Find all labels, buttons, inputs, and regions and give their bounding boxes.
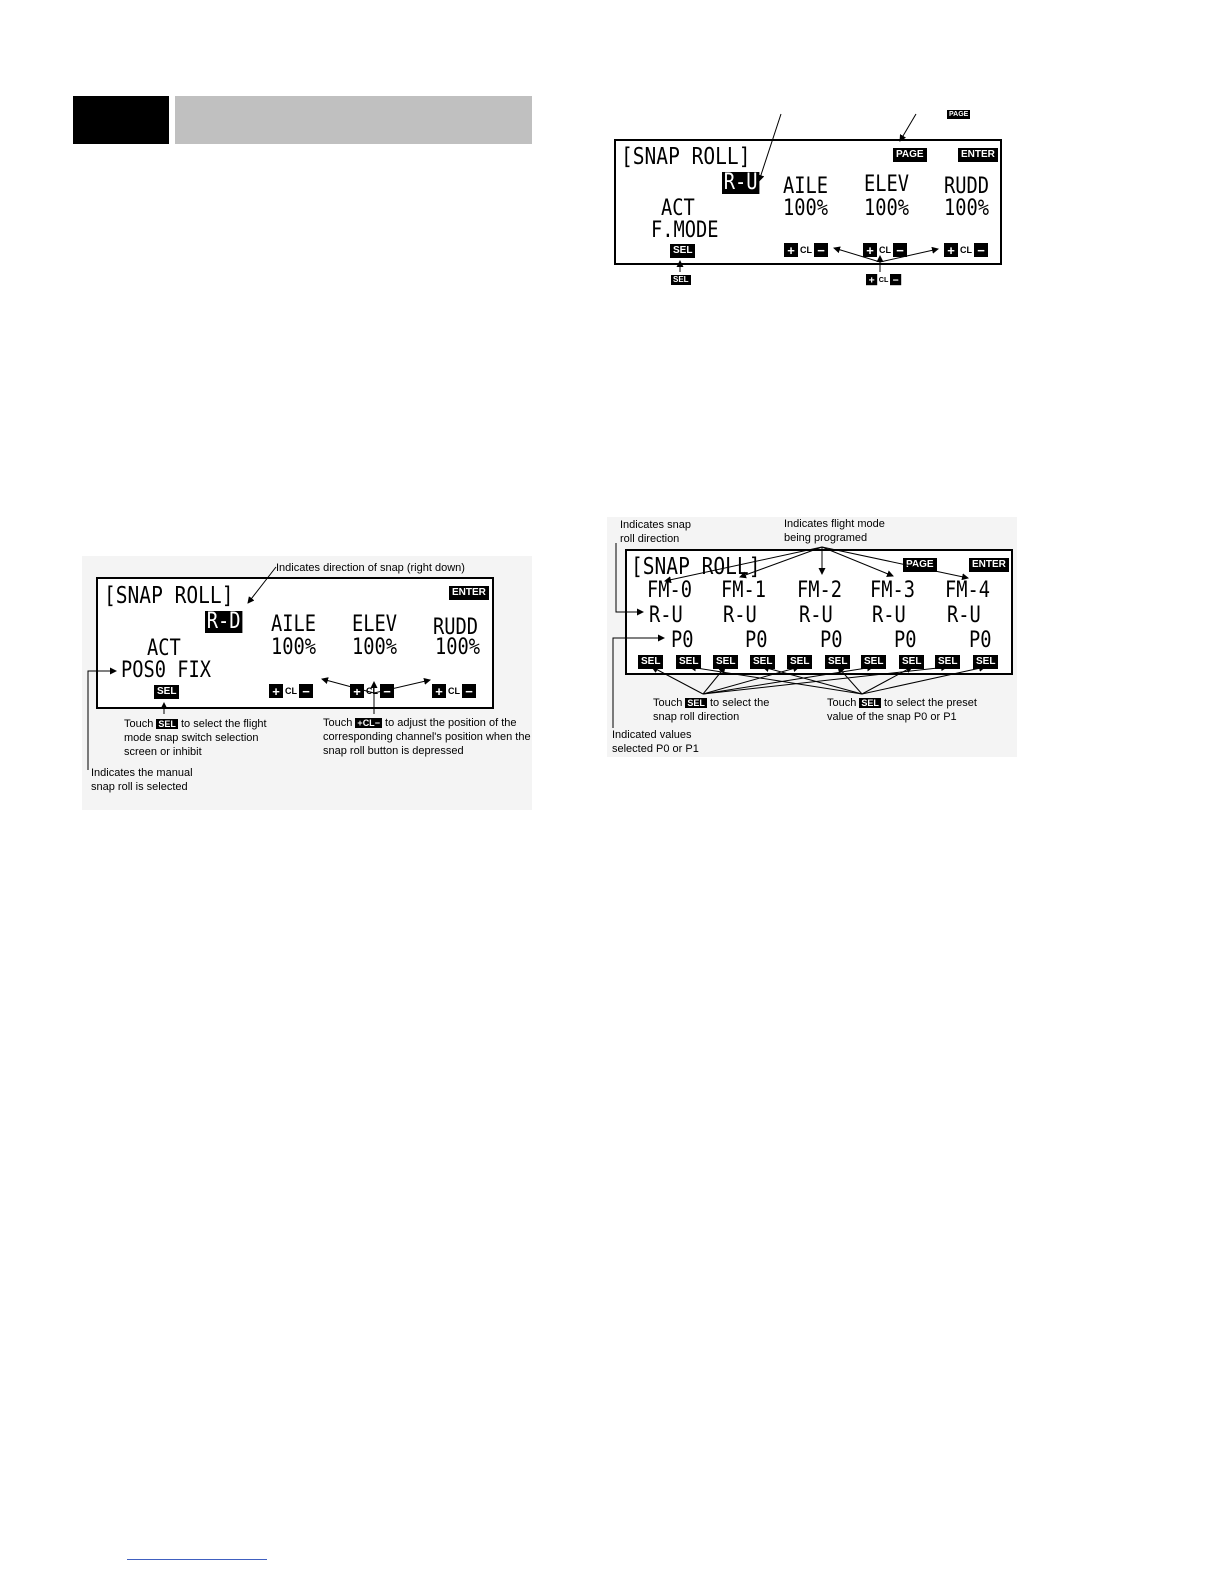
figure3-preset-2: P0 bbox=[820, 628, 843, 653]
plus-icon: + bbox=[269, 684, 283, 698]
figure3-preset-4: P0 bbox=[969, 628, 992, 653]
plus-icon: + bbox=[944, 243, 958, 257]
figure3-mode-2: FM-2 bbox=[797, 578, 843, 603]
figure1-adjust-aile[interactable]: + CL − bbox=[269, 684, 313, 698]
figure3-preset-0: P0 bbox=[671, 628, 694, 653]
figure3-sel-preset-4[interactable]: SEL bbox=[973, 655, 998, 669]
figure3-sel-dir-0[interactable]: SEL bbox=[638, 655, 663, 669]
figure2-direction-value[interactable]: R-U bbox=[723, 170, 758, 195]
figure2-sel-callout: SEL bbox=[673, 275, 689, 284]
figure3-title: [SNAP ROLL] bbox=[631, 554, 761, 580]
section-number-block bbox=[73, 96, 169, 144]
figure2-adjust-callout: + CL − bbox=[866, 274, 901, 285]
figure3-sel-preset-0[interactable]: SEL bbox=[676, 655, 701, 669]
figure3-lcd-screen bbox=[625, 549, 1013, 675]
plus-icon: + bbox=[784, 243, 798, 257]
figure3-mode-4: FM-4 bbox=[945, 578, 991, 603]
figure3-note-flight-mode: Indicates flight mode being programed bbox=[784, 518, 885, 544]
figure3-enter-button[interactable]: ENTER bbox=[969, 558, 1009, 572]
figure3-dir-4: R-U bbox=[947, 603, 981, 628]
plus-icon: + bbox=[866, 274, 877, 285]
figure3-dir-3: R-U bbox=[872, 603, 906, 628]
figure2-lcd-screen bbox=[614, 139, 1002, 265]
figure1-value-rudd: 100% bbox=[435, 635, 481, 660]
figure3-mode-1: FM-1 bbox=[721, 578, 767, 603]
figure1-note-sel: Touch SEL to select the flight mode snap switch selection screen or inhibit bbox=[124, 718, 267, 758]
figure1-pos-fix: POS0 FIX bbox=[121, 658, 212, 683]
figure1-direction-value[interactable]: R-D bbox=[206, 609, 241, 634]
figure1-value-aile: 100% bbox=[271, 635, 317, 660]
plus-icon: + bbox=[863, 243, 877, 257]
minus-icon: − bbox=[814, 243, 828, 257]
figure1-lcd-screen bbox=[96, 577, 494, 709]
figure3-note-direction: Indicates snap roll direction bbox=[620, 519, 691, 545]
figure2-channel-elev: ELEV bbox=[864, 172, 910, 197]
figure1-act-label: ACT bbox=[147, 636, 181, 661]
figure1-adjust-elev[interactable]: + CL − bbox=[350, 684, 394, 698]
figure2-sel-button[interactable]: SEL bbox=[670, 244, 695, 258]
figure3-dir-1: R-U bbox=[723, 603, 757, 628]
figure1-channel-rudd: RUDD bbox=[433, 615, 479, 640]
figure1-channel-aile: AILE bbox=[271, 612, 317, 637]
figure3-note-values: Indicated values selected P0 or P1 bbox=[612, 729, 699, 755]
figure3-preset-1: P0 bbox=[745, 628, 768, 653]
figure1-note-manual: Indicates the manual snap roll is selected bbox=[91, 767, 193, 793]
figure3-mode-0: FM-0 bbox=[647, 578, 693, 603]
figure1-note-adjust: Touch +CL− to adjust the position of the corresponding channel's position when the snap roll button is depressed bbox=[323, 717, 531, 757]
figure2-fmode-label: F.MODE bbox=[651, 218, 719, 243]
figure1-note-direction: Indicates direction of snap (right down) bbox=[276, 562, 465, 574]
arrow-page-2 bbox=[900, 114, 916, 141]
figure1-sel-button[interactable]: SEL bbox=[154, 685, 179, 699]
figure3-sel-dir-4[interactable]: SEL bbox=[935, 655, 960, 669]
figure2-value-rudd: 100% bbox=[944, 196, 990, 221]
figure2-adjust-elev[interactable]: + CL − bbox=[863, 243, 907, 257]
figure3-dir-2: R-U bbox=[799, 603, 833, 628]
minus-icon: − bbox=[974, 243, 988, 257]
figure2-value-elev: 100% bbox=[864, 196, 910, 221]
figure2-channel-aile: AILE bbox=[783, 174, 829, 199]
figure3-sel-preset-3[interactable]: SEL bbox=[899, 655, 924, 669]
figure2-page-callout: PAGE bbox=[949, 111, 969, 118]
figure3-sel-preset-1[interactable]: SEL bbox=[750, 655, 775, 669]
figure3-note-sel-direction: Touch SEL to select the snap roll direction bbox=[653, 697, 770, 723]
figure3-dir-0: R-U bbox=[649, 603, 683, 628]
minus-icon: − bbox=[299, 684, 313, 698]
figure2-adjust-rudd[interactable]: + CL − bbox=[944, 243, 988, 257]
figure2-value-aile: 100% bbox=[783, 196, 829, 221]
figure3-note-sel-preset: Touch SEL to select the preset value of the snap P0 or P1 bbox=[827, 697, 977, 723]
figure2-act-label: ACT bbox=[661, 196, 695, 221]
figure2-adjust-aile[interactable]: + CL − bbox=[784, 243, 828, 257]
figure3-sel-dir-1[interactable]: SEL bbox=[713, 655, 738, 669]
plus-icon: + bbox=[432, 684, 446, 698]
figure3-sel-dir-3[interactable]: SEL bbox=[861, 655, 886, 669]
figure3-page-button[interactable]: PAGE bbox=[903, 558, 937, 572]
figure2-channel-rudd: RUDD bbox=[944, 174, 990, 199]
plus-icon: + bbox=[350, 684, 364, 698]
figure2-title: [SNAP ROLL] bbox=[621, 144, 751, 170]
minus-icon: − bbox=[890, 274, 901, 285]
minus-icon: − bbox=[893, 243, 907, 257]
figure1-value-elev: 100% bbox=[352, 635, 398, 660]
minus-icon: − bbox=[462, 684, 476, 698]
figure2-enter-button[interactable]: ENTER bbox=[958, 148, 998, 162]
figure2-page-button[interactable]: PAGE bbox=[893, 148, 927, 162]
section-title-bar bbox=[175, 96, 532, 144]
figure1-enter-button[interactable]: ENTER bbox=[449, 586, 489, 600]
figure3-sel-preset-2[interactable]: SEL bbox=[825, 655, 850, 669]
minus-icon: − bbox=[380, 684, 394, 698]
figure1-title: [SNAP ROLL] bbox=[104, 583, 234, 609]
figure3-preset-3: P0 bbox=[894, 628, 917, 653]
footer-link-underline bbox=[127, 1559, 267, 1560]
figure1-channel-elev: ELEV bbox=[352, 612, 398, 637]
figure3-sel-dir-2[interactable]: SEL bbox=[787, 655, 812, 669]
figure1-adjust-rudd[interactable]: + CL − bbox=[432, 684, 476, 698]
figure3-mode-3: FM-3 bbox=[870, 578, 916, 603]
